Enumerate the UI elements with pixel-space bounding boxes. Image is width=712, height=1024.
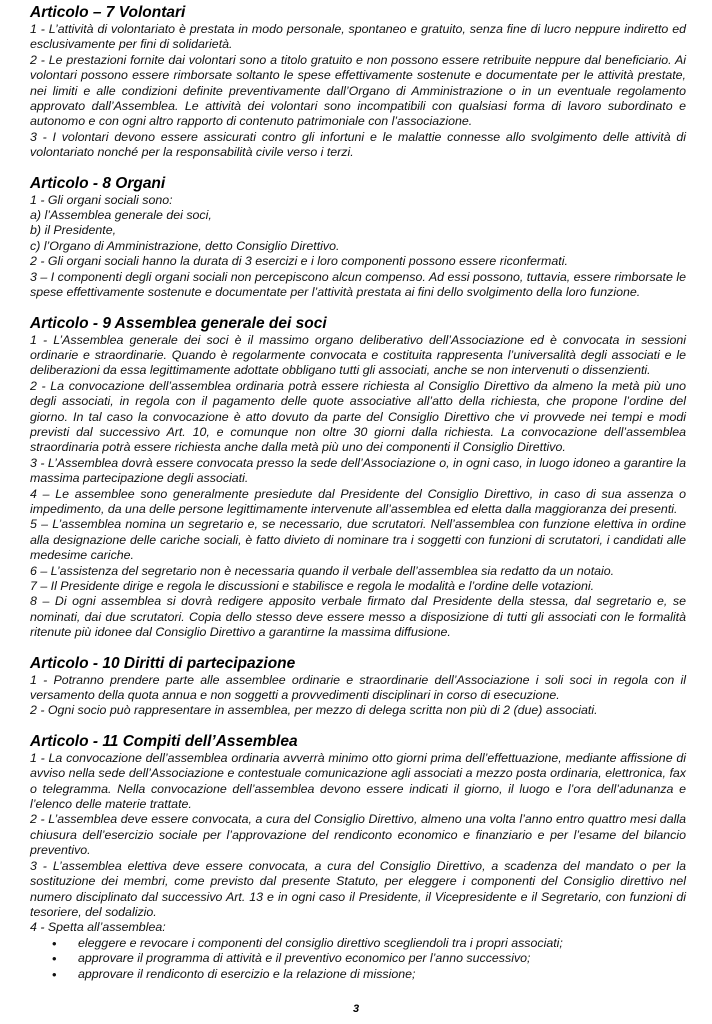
list-item: a) l’Assemblea generale dei soci,: [30, 208, 212, 223]
list-item: b) il Presidente,: [30, 223, 117, 238]
paragraph: 3 – I componenti degli organi sociali non percepiscono alcun compenso. Ad essi possono, tuttavia, essere rimborsate le spese effettivamente sostenute e documentate per l’attività prestata ai fini dello svolgimento della loro funzione.: [30, 269, 686, 300]
bullet-text: approvare il rendiconto di esercizio e la relazione di missione;: [78, 966, 416, 981]
article-title: Articolo - 8 Organi: [30, 174, 166, 192]
article-title: Articolo - 9 Assemblea generale dei soci: [30, 314, 327, 332]
article-7-volontari: [30, 4, 686, 161]
bullet-item: [52, 936, 686, 951]
list-item: c) l’Organo di Amministrazione, detto Consiglio Direttivo.: [30, 238, 340, 253]
paragraph: 7 – Il Presidente dirige e regola le discussioni e stabilisce e regola le modalità e l’ordine delle votazioni.: [30, 579, 595, 593]
article-9-assemblea-generale: [30, 315, 686, 641]
bullet-text: eleggere e revocare i componenti del consiglio direttivo scegliendoli tra i propri associati;: [78, 935, 563, 950]
paragraph: 2 - La convocazione dell’assemblea ordinaria potrà essere richiesta al Consiglio Direttivo da almeno la metà più uno degli associati, in regola con il pagamento delle quote associative all’atto della richiesta, che propone l’ordine del giorno. In tal caso la convocazione è atto dovuto da parte del Consiglio Direttivo che vi provvede nei tempi e modi previsti dal successivo Art. 10, e comunque non oltre 30 giorni dalla richiesta. La convocazione dell’assemblea straordinaria potrà essere richiesta anche dalla metà più uno dei componenti il Consiglio Direttivo.: [30, 378, 686, 455]
paragraph: 3 - L’Assemblea dovrà essere convocata presso la sede dell’Associazione o, in ogni caso, in luogo idoneo a garantire la massima partecipazione degli associati.: [30, 455, 686, 486]
paragraph: 8 – Di ogni assemblea si dovrà redigere apposito verbale firmato dal Presidente della stessa, dal segretario e, se nominati, dai due scrutatori. Copia dello stesso deve essere messo a disposizione di tutti gli associati con le formalità ritenute più idonee dal Consiglio Direttivo a garantirne la massima diffusione.: [30, 594, 686, 640]
paragraph: 1 - Potranno prendere parte alle assemblee ordinarie e straordinarie dell’Associazione i soli soci in regola con il versamento della quota annua e non soggetti a provvedimenti disciplinari in corso di esecuzione.: [30, 672, 686, 703]
bullet-list: [30, 936, 686, 982]
bullet-text: approvare il programma di attività e il preventivo economico per l’anno successivo;: [78, 951, 531, 966]
article-11-compiti-assemblea: [30, 733, 686, 982]
paragraph: 3 - L’assemblea elettiva deve essere convocata, a cura del Consiglio Direttivo, a scadenza del mandato o per la sostituzione dei membri, come previsto dal presente Statuto, per eleggere i componenti del Consiglio direttivo nel numero disciplinato dal successivo Art. 13 e in ogni caso il Presidente, il Vicepresidente e il Segretario, con funzioni di tesoriere, del sodalizio.: [30, 858, 686, 919]
bullet-icon: •: [52, 951, 57, 967]
page-number: 3: [352, 1003, 360, 1015]
article-10-diritti-partecipazione: [30, 655, 686, 719]
paragraph: 4 - Spetta all’assemblea:: [30, 920, 166, 935]
paragraph: 1 - L’attività di volontariato è prestata in modo personale, spontaneo e gratuito, senza fine di lucro neppure indiretto ed esclusivamente per fini di solidarietà.: [30, 22, 686, 52]
paragraph: 2 - Gli organi sociali hanno la durata di 3 esercizi e i loro componenti possono essere riconfermati.: [30, 254, 568, 269]
paragraph: 1 - Gli organi sociali sono:: [30, 192, 173, 207]
bullet-icon: •: [52, 935, 57, 951]
article-title: Articolo - 11 Compiti dell’Assemblea: [30, 732, 298, 750]
paragraph: 2 - Le prestazioni fornite dai volontari sono a titolo gratuito e non possono essere retribuite neppure dal beneficiario. Ai volontari possono essere rimborsate soltanto le spese effettivamente sostenute e documentate per le attività prestate, nei limiti e alle condizioni definite preventivamente dall’Organo di Amministrazione o in un eventuale regolamento approvato dall’Assemblea. Le attività dei volontari sono incompatibili con qualsiasi forma di lavoro subordinato e autonomo e con ogni altro rapporto di contenuto patrimoniale con l’associazione.: [30, 52, 686, 129]
article-title: Articolo - 10 Diritti di partecipazione: [30, 654, 296, 672]
paragraph: 5 – L’assemblea nomina un segretario e, se necessario, due scrutatori. Nell’assemblea con funzione elettiva in ordine alla designazione delle cariche sociali, è fatto divieto di nominare tra i soggetti con funzioni di scrutatori, i candidati alle medesime cariche.: [30, 517, 686, 563]
paragraph: 6 – L’assistenza del segretario non è necessaria quando il verbale dell’assemblea sia redatto da un notaio.: [30, 563, 615, 578]
article-8-organi: [30, 175, 686, 301]
paragraph: 1 - La convocazione dell’assemblea ordinaria avverrà minimo otto giorni prima dell’effettuazione, mediante affissione di avviso nella sede dell’Associazione e contestuale comunicazione agli associati a mezzo posta ordinaria, elettronica, fax o telegramma. Nella convocazione dell’assemblea devono essere indicati il giorno, il luogo e l’ora dell’adunanza e l’elenco delle materie trattate.: [30, 750, 686, 812]
article-title: Articolo – 7 Volontari: [30, 4, 186, 21]
paragraph: 2 - L’assemblea deve essere convocata, a cura del Consiglio Direttivo, almeno una volta l’anno entro quattro mesi dalla chiusura dell’esercizio sociale per l’approvazione del rendiconto economico e finanziario e per l’esame del bilancio preventivo.: [30, 812, 686, 858]
bullet-icon: •: [52, 966, 57, 982]
paragraph: 4 – Le assemblee sono generalmente presiedute dal Presidente del Consiglio Direttivo, in caso di sua assenza o impedimento, da una delle persone legittimamente intervenute all’assemblea ed eletta dalla maggioranza dei presenti.: [30, 486, 686, 516]
bullet-item: [52, 951, 686, 966]
paragraph: 1 - L’Assemblea generale dei soci è il massimo organo deliberativo dell’Associazione ed è convocata in sessioni ordinarie e straordinarie. Quando è regolarmente convocata e costituita rappresenta l’universalità degli associati e le deliberazioni da essa legittimamente adottate obbligano tutti gli associati, anche se non intervenuti o dissenzienti.: [30, 332, 686, 378]
bullet-item: [52, 967, 686, 982]
paragraph: 3 - I volontari devono essere assicurati contro gli infortuni e le malattie connesse allo svolgimento delle attività di volontariato nonché per la responsabilità civile verso i terzi.: [30, 129, 686, 160]
document-page: [30, 4, 686, 996]
paragraph: 2 - Ogni socio può rappresentare in assemblea, per mezzo di delega scritta non più di 2 (due) associati.: [30, 703, 598, 718]
